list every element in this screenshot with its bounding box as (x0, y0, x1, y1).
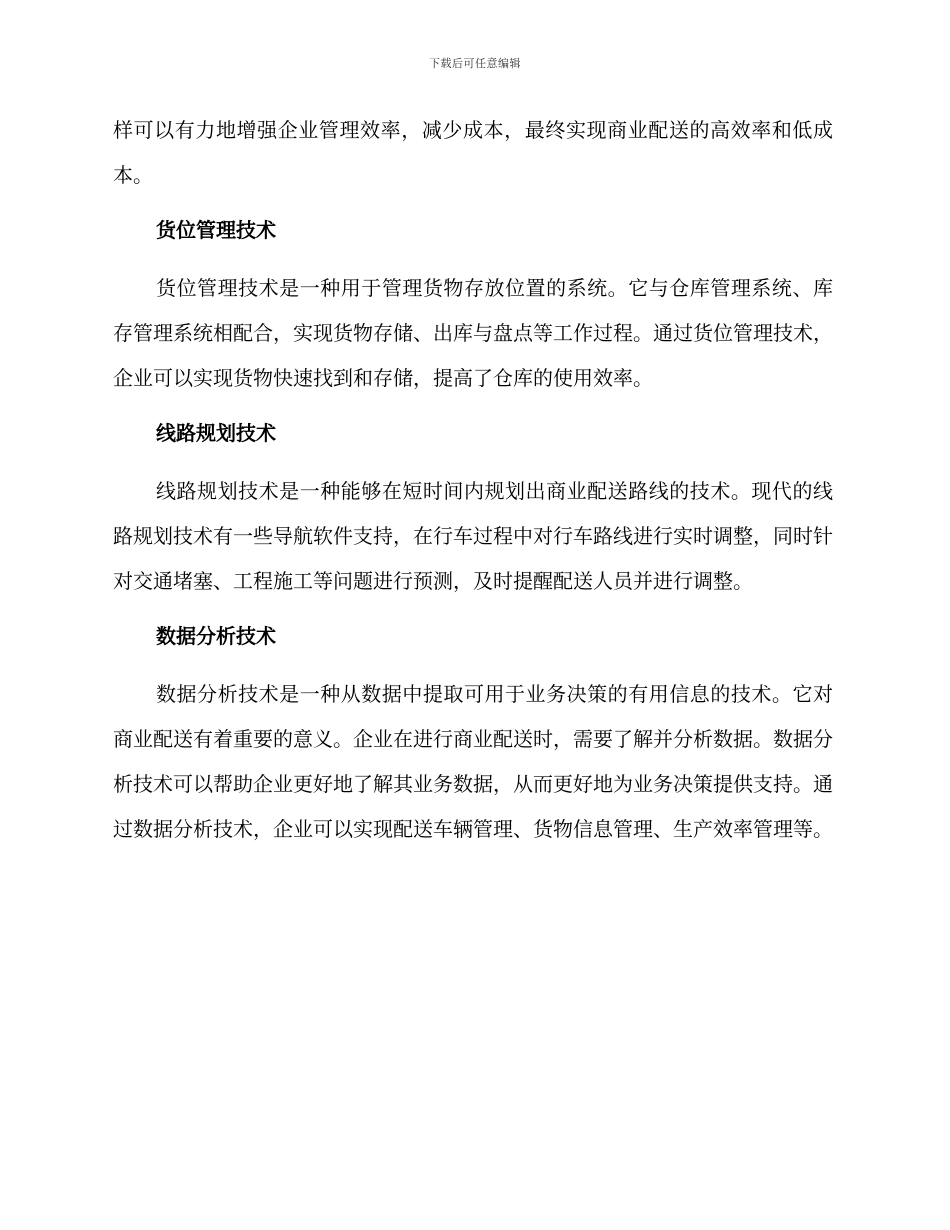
section-heading-data-analysis: 数据分析技术 (156, 624, 276, 648)
section-heading-route-planning: 线路规划技术 (156, 421, 276, 445)
paragraph-data-analysis: 数据分析技术是一种从数据中提取可用于业务决策的有用信息的技术。它对商业配送有着重要的意义。企业在进行商业配送时，需要了解并分析数据。数据分析技术可以帮助企业更好地了解其业务数据，从而更好地为业务决策提供支持。通过数据分析技术，企业可以实现配送车辆管理、货物信息管理、生产效率管理等。 (113, 682, 833, 841)
document-body (113, 108, 833, 852)
paragraph-storage-location: 货位管理技术是一种用于管理货物存放位置的系统。它与仓库管理系统、库存管理系统相配合，实现货物存储、出库与盘点等工作过程。通过货位管理技术，企业可以实现货物快速找到和存储，提高了仓库的使用效率。 (113, 276, 833, 390)
paragraph-continued: 样可以有力地增强企业管理效率，减少成本，最终实现商业配送的高效率和低成本。 (113, 118, 833, 187)
page-header: 下载后可任意编辑 (429, 57, 521, 70)
section-heading-storage-location: 货位管理技术 (156, 218, 276, 242)
paragraph-route-planning: 线路规划技术是一种能够在短时间内规划出商业配送路线的技术。现代的线路规划技术有一些导航软件支持，在行车过程中对行车路线进行实时调整，同时针对交通堵塞、工程施工等问题进行预测，及时提醒配送人员并进行调整。 (113, 479, 833, 593)
